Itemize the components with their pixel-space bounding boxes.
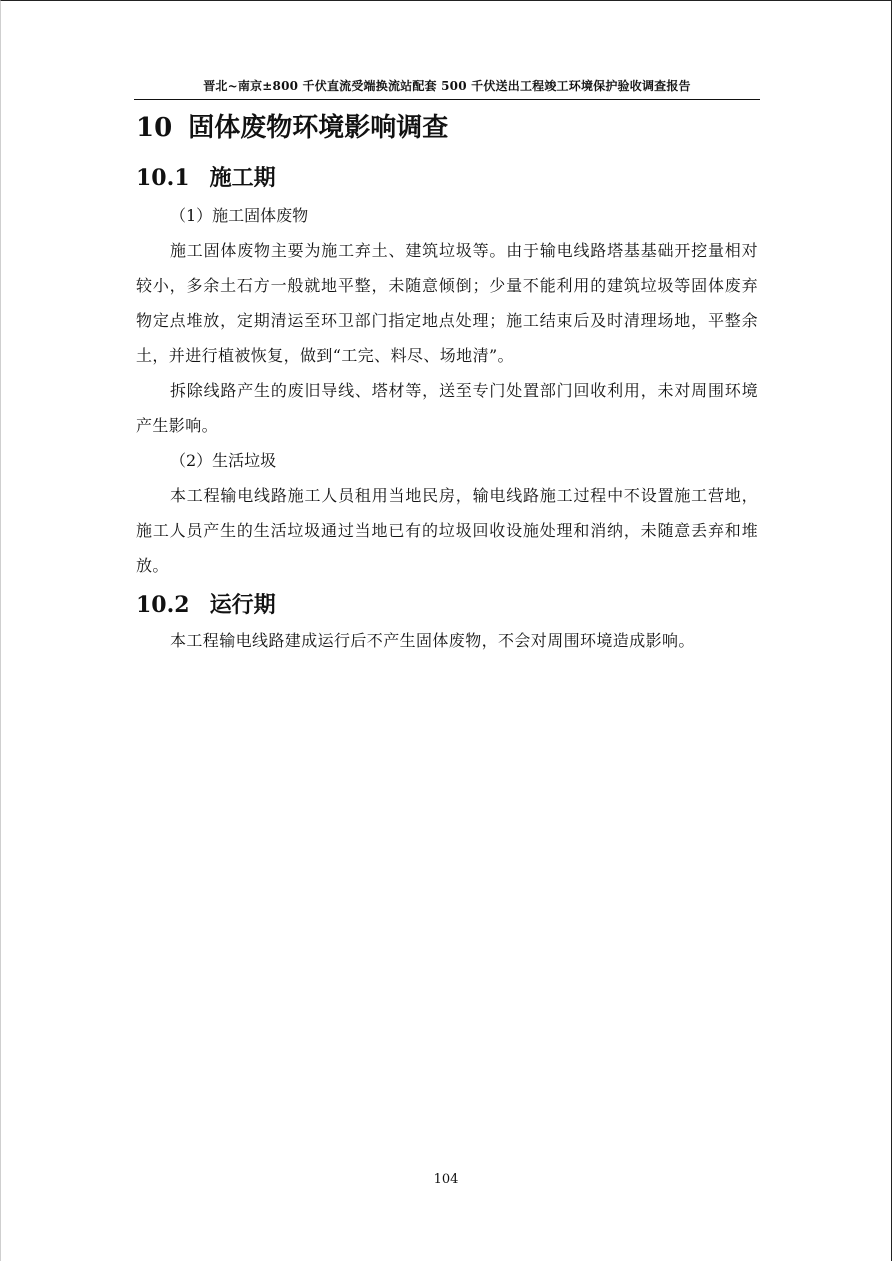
section-heading-10-2 <box>136 587 758 623</box>
running-header: 晋北~南京±800 千伏直流受端换流站配套 500 千伏送出工程竣工环境保护验收调查报告 <box>203 79 691 93</box>
section-title: 施工期 <box>209 165 276 191</box>
page-number: 104 <box>433 1172 459 1187</box>
paragraph-demolition-waste: 拆除线路产生的废旧导线、塔材等，送至专门处置部门回收利用，未对周围环境产生影响。 <box>136 381 758 435</box>
paragraph-operation-period: 本工程输电线路建成运行后不产生固体废物，不会对周围环境造成影响。 <box>170 631 695 650</box>
document-body <box>136 108 758 658</box>
paragraph-domestic-waste: 本工程输电线路施工人员租用当地民房，输电线路施工过程中不设置施工营地，施工人员产生的生活垃圾通过当地已有的垃圾回收设施处理和消纳，未随意丢弃和堆放。 <box>136 486 758 575</box>
section-heading-10-1 <box>136 160 758 196</box>
header-rule <box>134 99 760 100</box>
chapter-heading <box>136 108 758 148</box>
chapter-title: 固体废物环境影响调查 <box>188 113 449 143</box>
section-title: 运行期 <box>209 592 276 618</box>
section-number: 10.2 <box>136 592 190 618</box>
paragraph-construction-waste: 施工固体废物主要为施工弃土、建筑垃圾等。由于输电线路塔基基础开挖量相对较小，多余土石方一般就地平整，未随意倾倒；少量不能利用的建筑垃圾等固体废弃物定点堆放，定期清运至环卫部门指定地点处理；施工结束后及时清理场地，平整余土，并进行植被恢复，做到“工完、料尽、场地清”。 <box>136 241 758 365</box>
section-number: 10.1 <box>136 165 190 191</box>
subheading-domestic-waste: （2）生活垃圾 <box>170 451 277 470</box>
subheading-construction-waste: （1）施工固体废物 <box>170 206 309 225</box>
chapter-number: 10 <box>136 113 173 143</box>
